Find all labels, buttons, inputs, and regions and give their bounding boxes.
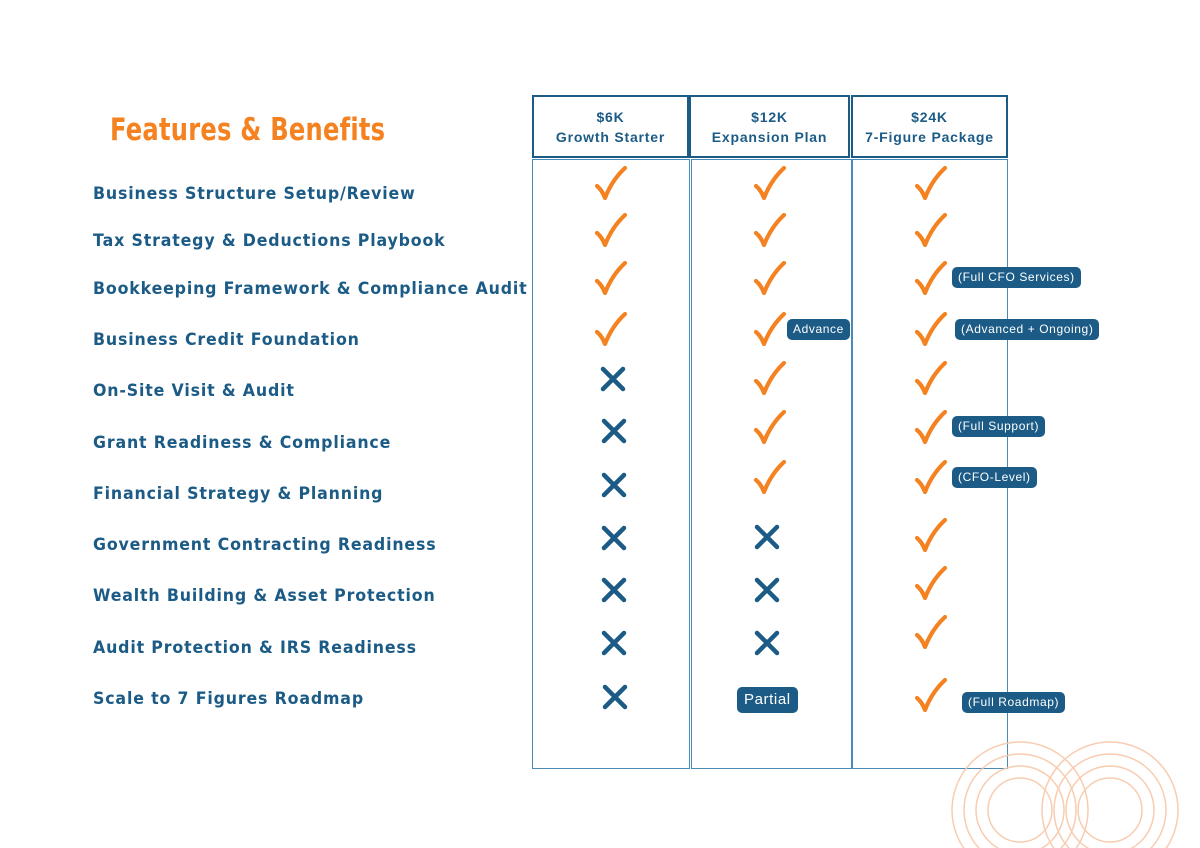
cross-icon [597, 520, 631, 556]
plan-name: Expansion Plan [711, 128, 828, 145]
check-icon [914, 312, 948, 348]
badge-advance: Advance [787, 319, 850, 340]
cross-icon [596, 361, 630, 397]
plan-header-7-figure-package [851, 95, 1008, 158]
check-icon [914, 361, 948, 397]
check-icon [914, 460, 948, 496]
feature-label: Scale to 7 Figures Roadmap [93, 689, 364, 709]
cross-icon [597, 467, 631, 503]
feature-label: Tax Strategy & Deductions Playbook [93, 231, 446, 251]
check-icon [594, 213, 628, 249]
check-icon [914, 261, 948, 297]
cross-icon [598, 679, 632, 715]
badge-full-support: (Full Support) [952, 416, 1045, 437]
plan-name: 7-Figure Package [865, 128, 994, 145]
check-icon [753, 361, 787, 397]
check-icon [914, 166, 948, 202]
feature-label: Audit Protection & IRS Readiness [93, 638, 417, 658]
feature-label: Wealth Building & Asset Protection [93, 586, 436, 606]
feature-label: On-Site Visit & Audit [93, 381, 295, 401]
check-icon [753, 261, 787, 297]
check-icon [753, 460, 787, 496]
check-icon [753, 410, 787, 446]
check-icon [914, 213, 948, 249]
check-icon [914, 518, 948, 554]
feature-label: Bookkeeping Framework & Compliance Audit [93, 279, 528, 299]
check-icon [914, 678, 948, 714]
badge-partial: Partial [737, 687, 798, 713]
feature-label: Government Contracting Readiness [93, 535, 437, 555]
feature-label: Grant Readiness & Compliance [93, 433, 392, 453]
cross-icon [597, 625, 631, 661]
cross-icon [750, 519, 784, 555]
plan-column-growth-starter [532, 159, 690, 769]
badge-advanced-ongoing: (Advanced + Ongoing) [955, 319, 1099, 340]
plan-name: Growth Starter [555, 128, 666, 145]
plan-header-growth-starter [532, 95, 689, 158]
feature-label: Business Credit Foundation [93, 330, 360, 350]
badge-full-roadmap: (Full Roadmap) [962, 692, 1065, 713]
check-icon [594, 312, 628, 348]
check-icon [753, 213, 787, 249]
plan-price: $6K [596, 108, 625, 125]
feature-label: Business Structure Setup/Review [93, 184, 416, 204]
cross-icon [750, 625, 784, 661]
badge-cfo-level: (CFO-Level) [952, 467, 1037, 488]
check-icon [753, 166, 787, 202]
check-icon [594, 166, 628, 202]
feature-label: Financial Strategy & Planning [93, 484, 384, 504]
plan-price: $12K [751, 108, 788, 125]
cross-icon [597, 413, 631, 449]
check-icon [914, 566, 948, 602]
cross-icon [597, 572, 631, 608]
cross-icon [750, 572, 784, 608]
plan-header-expansion-plan [689, 95, 850, 158]
badge-full-cfo-services: (Full CFO Services) [952, 267, 1081, 288]
check-icon [914, 615, 948, 651]
page-title: Features & Benefits [110, 112, 386, 148]
decorative-circles [940, 728, 1200, 848]
check-icon [914, 410, 948, 446]
check-icon [594, 261, 628, 297]
plan-price: $24K [911, 108, 948, 125]
check-icon [753, 312, 787, 348]
